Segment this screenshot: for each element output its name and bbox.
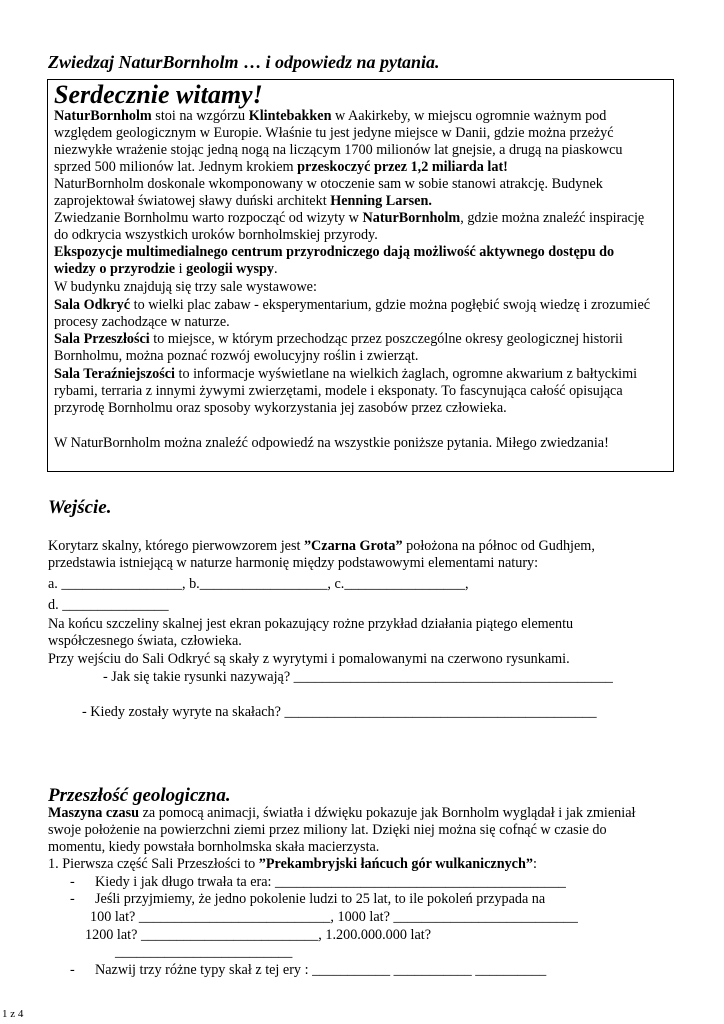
question-generations-100-1000[interactable]: 100 lat? ___________________________, 1000 lat? __________________________ [90, 909, 578, 925]
intro-line: przyrodę Bornholmu oraz sposoby wykorzystania jej zasobów przez człowieka. [54, 400, 507, 416]
intro-line: Zwiedzanie Bornholmu warto rozpocząć od wizyty w NaturBornholm, gdzie można znaleźć inspirację [54, 210, 645, 226]
entry-line: współczesnego świata, człowieka. [48, 633, 242, 649]
intro-line: wiedzy o przyrodzie i geologii wyspy. [54, 261, 278, 277]
page-title-ellipsis: … [243, 52, 262, 72]
intro-heading: Serdecznie witamy! [54, 80, 263, 109]
section-heading-past: Przeszłość geologiczna. [48, 785, 231, 806]
answer-blank-d[interactable]: d. _______________ [48, 597, 169, 613]
intro-line: Bornholmu, można poznać rozwój ewolucyjny roślin i zwierząt. [54, 348, 419, 364]
entry-line: Na końcu szczeliny skalnej jest ekran pokazujący rożne przykład działania piątego elementu [48, 616, 574, 632]
answer-blanks-abc[interactable]: a. _________________, b.__________________, c._________________, [48, 576, 469, 592]
intro-line: Sala Teraźniejszości to informacje wyświetlane na wielkich żaglach, ogromne akwarium z bałtyckimi [54, 366, 638, 382]
intro-line: zaprojektował światowej sławy duński architekt Henning Larsen. [54, 193, 432, 209]
bullet-dash: - [70, 891, 75, 907]
question-generations-1200[interactable]: 1200 lat? _________________________, 1.200.000.000 lat? [85, 927, 431, 943]
intro-line: Sala Przeszłości to miejsce, w którym przechodząc przez poszczególne okresy geologicznej historii [54, 331, 623, 347]
past-line: 1. Pierwsza część Sali Przeszłości to ”Prekambryjski łańcuch gór wulkanicznych”: [48, 856, 537, 872]
page-title-part: Zwiedzaj NaturBornholm [48, 52, 239, 72]
intro-line: sprzed 500 milionów lat. Jednym krokiem przeskoczyć przez 1,2 miliarda lat! [54, 159, 508, 175]
intro-line: W NaturBornholm można znaleźć odpowiedź na wszystkie poniższe pytania. Miłego zwiedzania! [54, 435, 609, 451]
intro-line: Ekspozycje multimedialnego centrum przyrodniczego dają możliwość aktywnego dostępu do [54, 244, 615, 260]
answer-blank-generations[interactable]: _________________________ [115, 944, 293, 960]
page-title-part: i odpowiedz na pytania. [265, 52, 440, 72]
entry-line: przedstawia istniejącą w naturze harmonię między podstawowymi elementami natury: [48, 555, 539, 571]
question-rock-drawings-date[interactable]: - Kiedy zostały wyryte na skałach? ____________________________________________ [82, 704, 597, 720]
bullet-dash: - [70, 874, 75, 890]
question-era-duration[interactable]: Kiedy i jak długo trwała ta era: _________________________________________ [95, 874, 566, 890]
past-line: swoje położenie na powierzchni ziemi przez miliony lat. Dzięki niej można się cofnąć w czasie do [48, 822, 607, 838]
section-heading-entry: Wejście. [48, 497, 112, 518]
past-line: Jeśli przyjmiemy, że jedno pokolenie ludzi to 25 lat, to ile pokoleń przypada na [95, 891, 546, 907]
bullet-dash: - [70, 962, 75, 978]
intro-line: NaturBornholm stoi na wzgórzu Klintebakken w Aakirkeby, w miejscu ogromnie ważnym pod [54, 108, 607, 124]
question-rock-types[interactable]: Nazwij trzy różne typy skał z tej ery : ___________ ___________ __________ [95, 962, 547, 978]
intro-line: W budynku znajdują się trzy sale wystawowe: [54, 279, 317, 295]
page-title [48, 52, 440, 73]
intro-line: do odkrycia wszystkich uroków bornholmskiej przyrody. [54, 227, 378, 243]
intro-line: Sala Odkryć to wielki plac zabaw - eksperymentarium, gdzie można pogłębić swoją wiedzę i zrozumieć [54, 297, 651, 313]
intro-line: niezwykłe wrażenie stojąc jedną nogą na liczącym 1700 milionów lat gnejsie, a drugą na piaskowcu [54, 142, 623, 158]
entry-line: Korytarz skalny, którego pierwowzorem jest ”Czarna Grota” położona na północ od Gudhjem, [48, 538, 595, 554]
intro-line: NaturBornholm doskonale wkomponowany w otoczenie sam w sobie stanowi atrakcję. Budynek [54, 176, 603, 192]
entry-line: Przy wejściu do Sali Odkryć są skały z wyrytymi i pomalowanymi na czerwono rysunkami. [48, 651, 570, 667]
intro-line: rybami, terraria z innymi żywymi zwierzętami, modele i eksponaty. To fascynująca całość opisująca [54, 383, 623, 399]
question-rock-drawings-name[interactable]: - Jak się takie rysunki nazywają? _____________________________________________ [103, 669, 613, 685]
past-line: Maszyna czasu za pomocą animacji, światła i dźwięku pokazuje jak Bornholm wyglądał i jak zmieniał [48, 805, 636, 821]
intro-line: procesy zachodzące w naturze. [54, 314, 230, 330]
page-number: 1 z 4 [2, 1008, 24, 1020]
intro-line: względem geologicznym w Europie. Właśnie tu jest jedyne miejsce w Danii, gdzie można przeżyć [54, 125, 614, 141]
past-line: momentu, kiedy powstała bornholmska skała macierzysta. [48, 839, 380, 855]
